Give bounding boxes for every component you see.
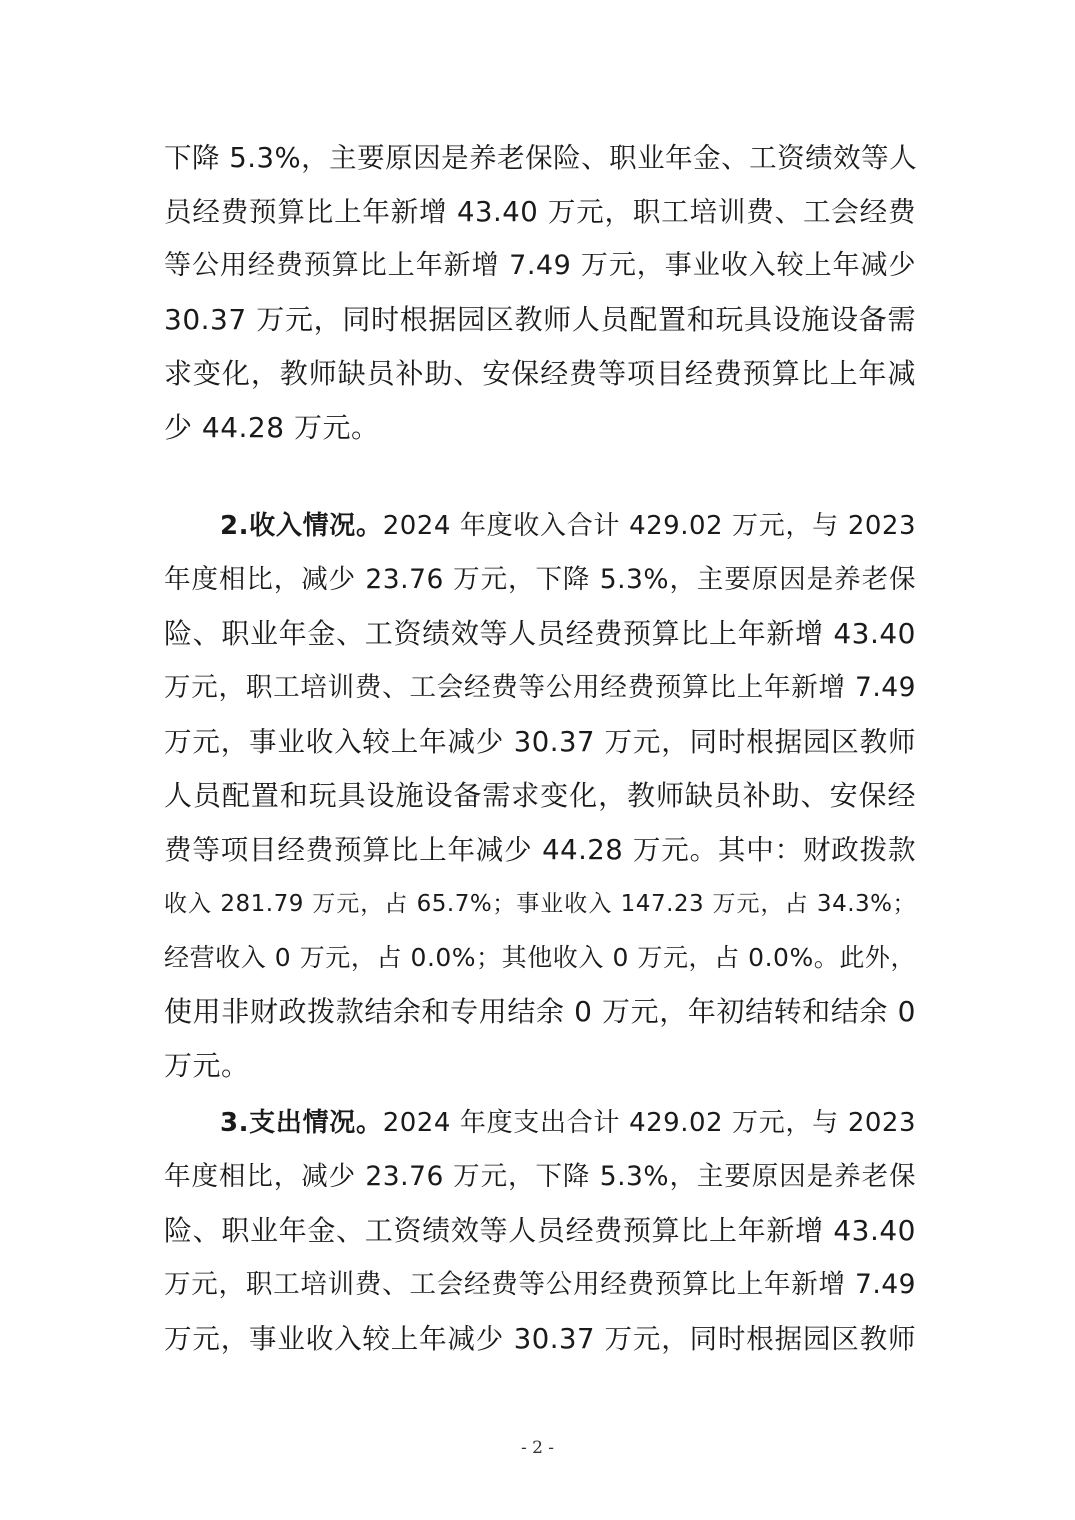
paragraph-line: 年度相比，减少 23.76 万元，下降 5.3%，主要原因是养老保	[164, 564, 916, 595]
paragraph-line: 等公用经费预算比上年新增 7.49 万元，事业收入较上年减少	[164, 250, 916, 281]
paragraph-line: 求变化，教师缺员补助、安保经费等项目经费预算比上年减	[164, 357, 916, 390]
paragraph-line: 万元。	[164, 1049, 250, 1082]
paragraph-line: 人员配置和玩具设施设备需求变化，教师缺员补助、安保经	[164, 779, 916, 812]
paragraph-first-line	[164, 1096, 916, 1150]
paragraph-income	[164, 499, 916, 1093]
paragraph-line: 险、职业年金、工资绩效等人员经费预算比上年新增 43.40	[164, 617, 916, 650]
paragraph-line: 30.37 万元，同时根据园区教师人员配置和玩具设施设备需	[164, 303, 916, 336]
paragraph-line: 万元，职工培训费、工会经费等公用经费预算比上年新增 7.49	[164, 672, 916, 703]
paragraph-line: 万元，职工培训费、工会经费等公用经费预算比上年新增 7.49	[164, 1269, 916, 1300]
section-heading-expenditure: 3.支出情况。	[220, 1108, 383, 1138]
paragraph-line-text: 2024 年度收入合计 429.02 万元，与 2023	[382, 511, 916, 541]
paragraph-line: 员经费预算比上年新增 43.40 万元，职工培训费、工会经费	[164, 196, 916, 228]
page-number: - 2 -	[520, 1438, 555, 1458]
paragraph-expenditure	[164, 1096, 916, 1366]
paragraph-line: 经营收入 0 万元，占 0.0%；其他收入 0 万元，占 0.0%。此外，	[164, 943, 916, 972]
paragraph-first-line	[164, 499, 916, 553]
paragraph-line: 费等项目经费预算比上年减少 44.28 万元。其中：财政拨款	[164, 834, 916, 866]
paragraph-line: 年度相比，减少 23.76 万元，下降 5.3%，主要原因是养老保	[164, 1161, 916, 1192]
paragraph-line: 下降 5.3%，主要原因是养老保险、职业年金、工资绩效等人	[164, 142, 918, 174]
paragraph-line: 万元，事业收入较上年减少 30.37 万元，同时根据园区教师	[164, 726, 916, 758]
paragraph-budget-summary-continued	[164, 131, 916, 455]
paragraph-line-text: 2024 年度支出合计 429.02 万元，与 2023	[382, 1108, 916, 1138]
paragraph-line: 使用非财政拨款结余和专用结余 0 万元，年初结转和结余 0	[164, 995, 916, 1028]
paragraph-line: 险、职业年金、工资绩效等人员经费预算比上年新增 43.40	[164, 1214, 916, 1247]
paragraph-line: 万元，事业收入较上年减少 30.37 万元，同时根据园区教师	[164, 1323, 916, 1355]
paragraph-line: 少 44.28 万元。	[164, 411, 380, 444]
section-heading-income: 2.收入情况。	[220, 511, 383, 541]
paragraph-line: 收入 281.79 万元，占 65.7%；事业收入 147.23 万元，占 34.3%；	[164, 891, 916, 917]
